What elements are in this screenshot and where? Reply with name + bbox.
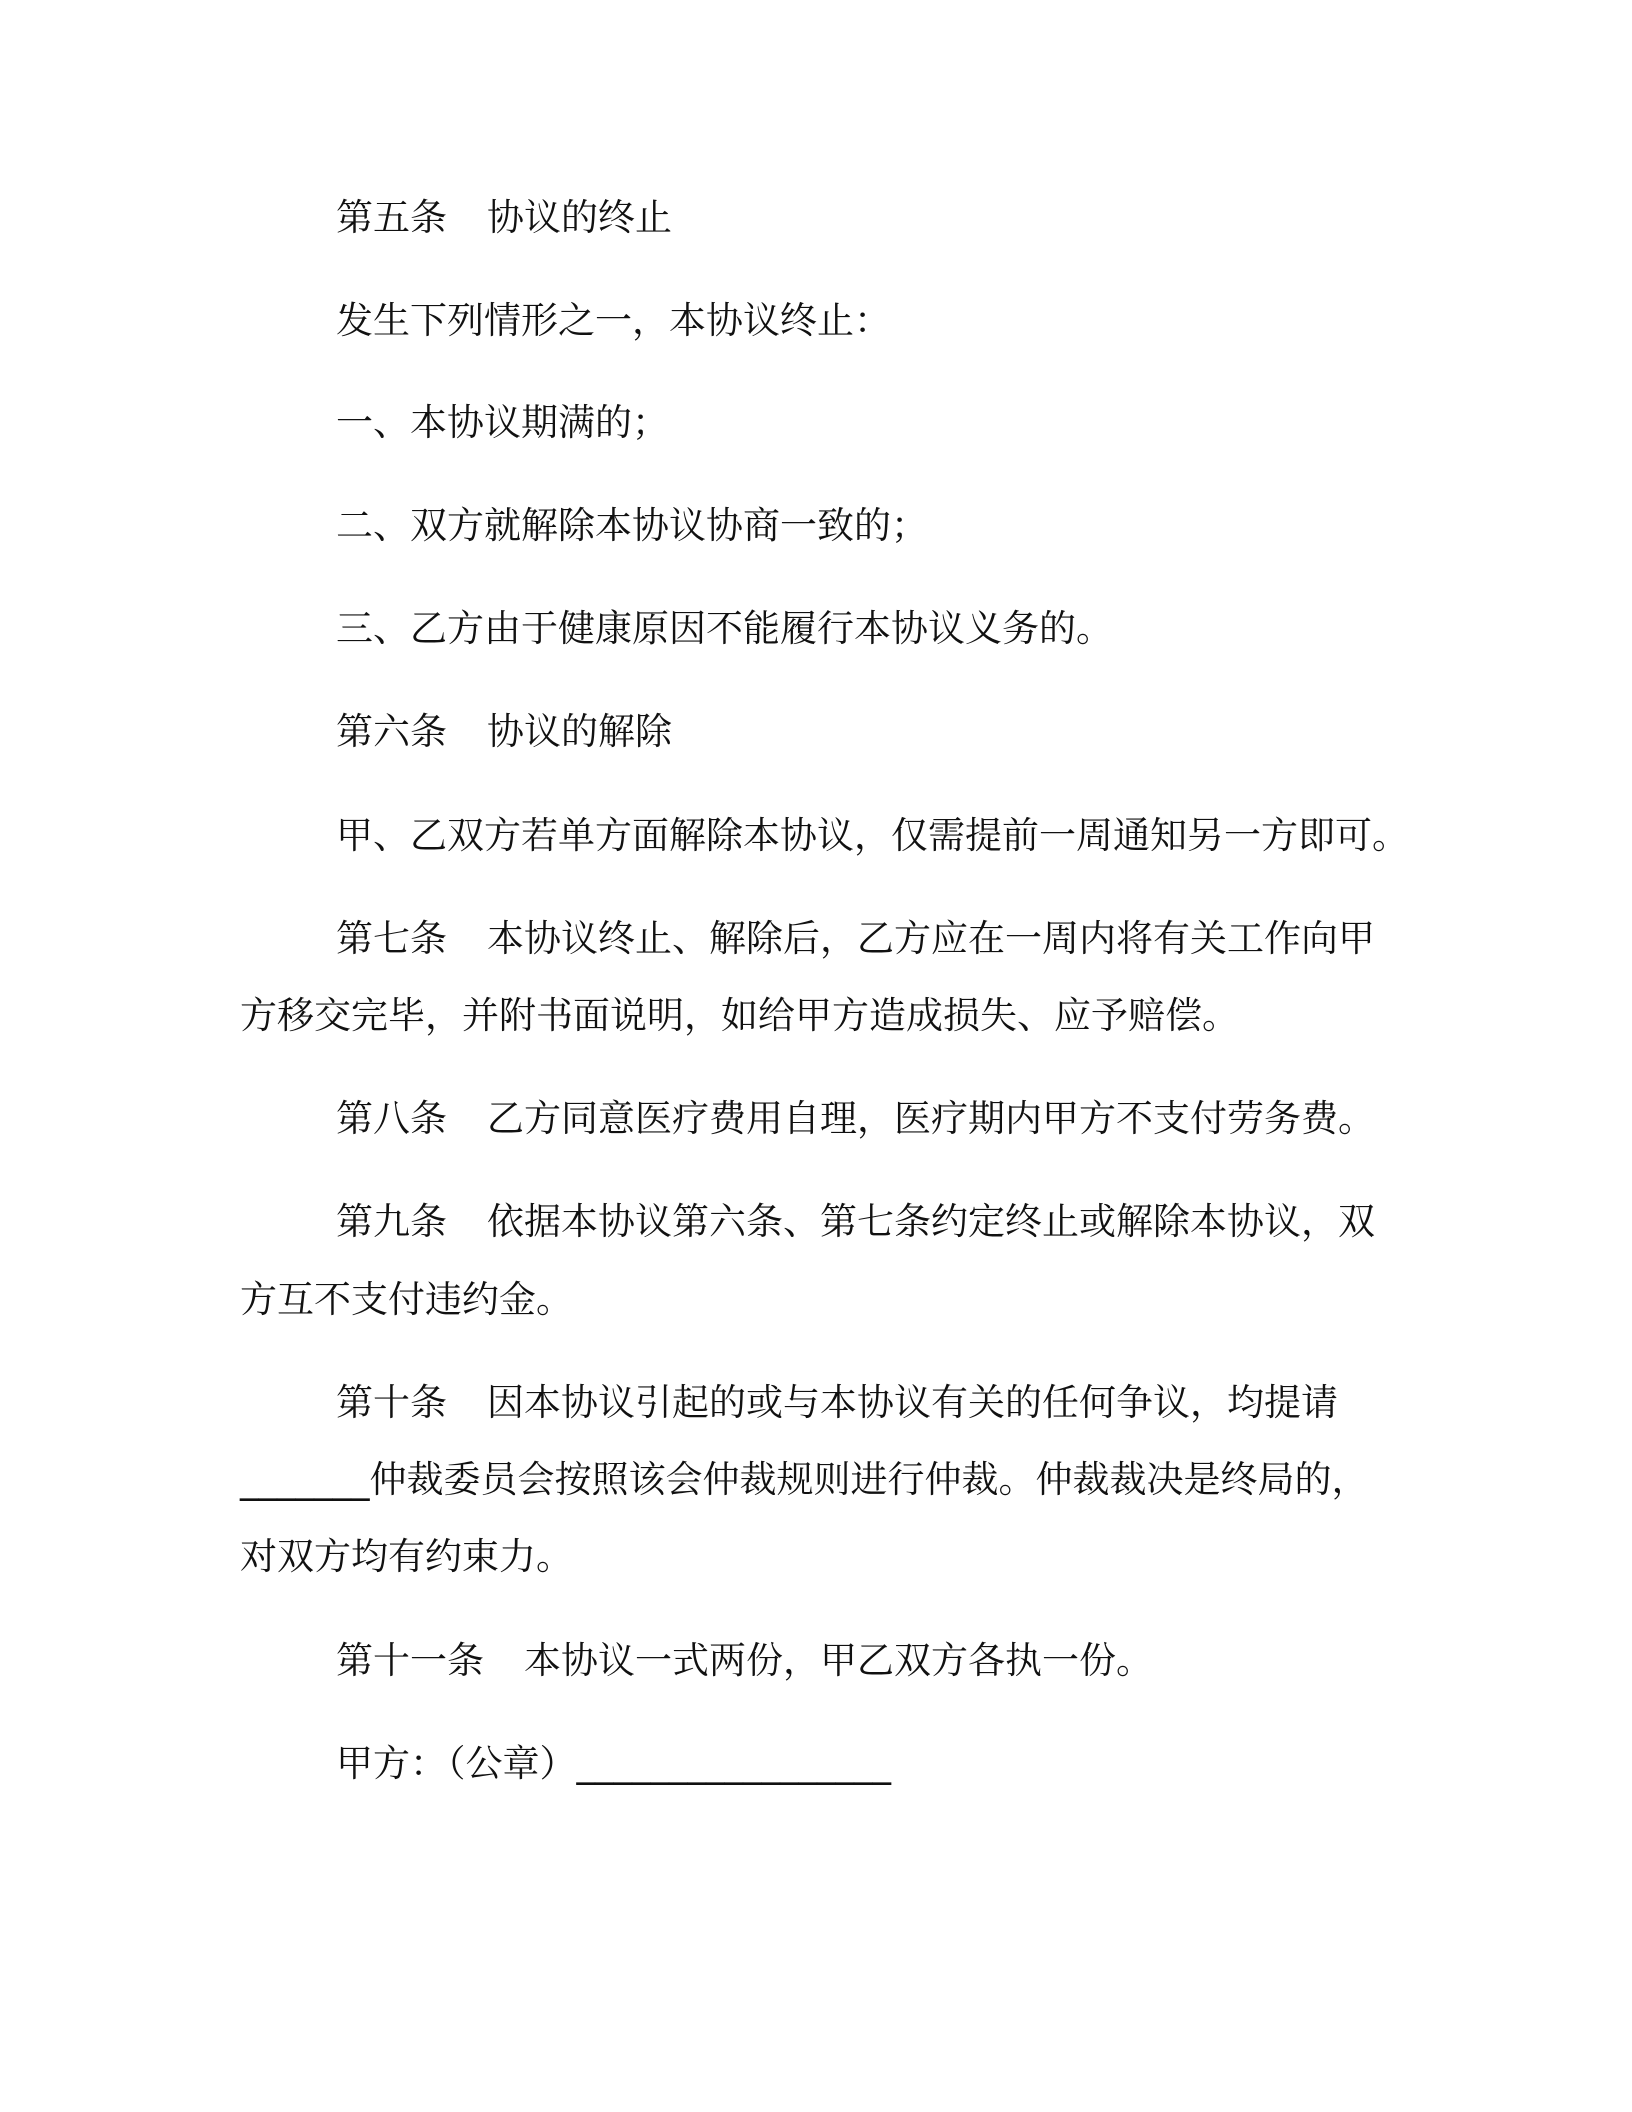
paragraph-continuation: _______仲裁委员会按照该会仲裁规则进行仲裁。仲裁裁决是终局的， [240,1458,1369,1501]
article-text: 本协议一式两份，甲乙双方各执一份。 [524,1639,1153,1682]
list-item: 二、双方就解除本协议协商一致的； [336,504,928,547]
article-text: 因本协议引起的或与本协议有关的任何争议，均提请 [487,1381,1338,1424]
paragraph-continuation: 对双方均有约束力。 [240,1535,573,1578]
article-number: 第五条 [336,196,447,239]
article-number: 第十条 [336,1381,447,1424]
article-11 [336,1637,1153,1685]
paragraph: 甲、乙双方若单方面解除本协议，仅需提前一周通知另一方即可。 [336,814,1409,857]
article-number: 第七条 [336,917,447,960]
paragraph-continuation: 方互不支付违约金。 [240,1278,573,1321]
article-number: 第十一条 [336,1639,484,1682]
article-text: 乙方同意医疗费用自理，医疗期内甲方不支付劳务费。 [487,1097,1375,1140]
article-10 [336,1379,1338,1427]
article-8 [336,1095,1375,1143]
article-number: 第六条 [336,710,447,753]
article-title: 协议的终止 [487,196,672,239]
article-6-heading [336,708,672,756]
article-title: 协议的解除 [487,710,672,753]
article-7 [336,915,1375,963]
list-item: 一、本协议期满的； [336,401,669,444]
list-item: 三、乙方由于健康原因不能履行本协议义务的。 [336,607,1113,650]
paragraph-continuation: 方移交完毕，并附书面说明，如给甲方造成损失、应予赔偿。 [240,994,1239,1037]
paragraph: 发生下列情形之一，本协议终止： [336,299,891,342]
article-number: 第九条 [336,1200,447,1243]
article-text: 本协议终止、解除后，乙方应在一周内将有关工作向甲 [487,917,1375,960]
party-a-signature-line: 甲方：（公章）_________________ [336,1742,891,1785]
article-9 [336,1198,1375,1246]
article-5-heading [336,194,672,242]
article-text: 依据本协议第六条、第七条约定终止或解除本协议，双 [487,1200,1375,1243]
article-number: 第八条 [336,1097,447,1140]
